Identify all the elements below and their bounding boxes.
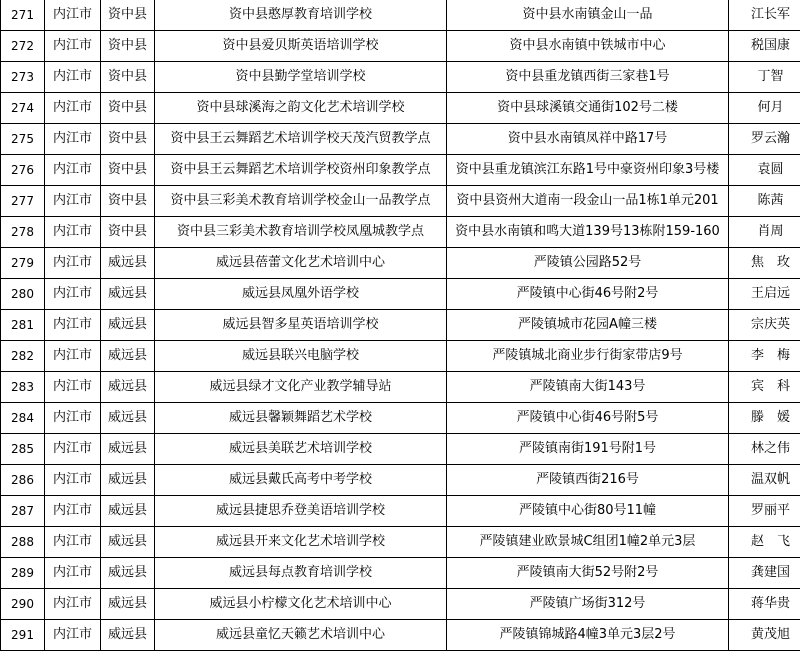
row-index: 282 bbox=[1, 341, 45, 372]
table-row bbox=[1, 217, 800, 248]
row-county: 资中县 bbox=[101, 186, 155, 217]
row-county: 资中县 bbox=[101, 155, 155, 186]
row-county: 威远县 bbox=[101, 279, 155, 310]
row-address: 严陵镇建业欧景城C组团1幢2单元3层 bbox=[447, 527, 729, 558]
table-row bbox=[1, 496, 800, 527]
row-contact-person: 肖周 bbox=[729, 217, 800, 248]
row-contact-person: 何月 bbox=[729, 93, 800, 124]
row-county: 资中县 bbox=[101, 0, 155, 31]
table-row bbox=[1, 186, 800, 217]
row-contact-person: 林之伟 bbox=[729, 434, 800, 465]
row-school-name: 资中县爱贝斯英语培训学校 bbox=[155, 31, 447, 62]
row-city: 内江市 bbox=[45, 93, 101, 124]
row-address: 资中县重龙镇滨江东路1号中豪资州印象3号楼 bbox=[447, 155, 729, 186]
table-row bbox=[1, 558, 800, 589]
row-city: 内江市 bbox=[45, 527, 101, 558]
row-county: 资中县 bbox=[101, 93, 155, 124]
row-city: 内江市 bbox=[45, 496, 101, 527]
row-address: 严陵镇南大街143号 bbox=[447, 372, 729, 403]
row-city: 内江市 bbox=[45, 465, 101, 496]
row-address: 严陵镇广场街312号 bbox=[447, 589, 729, 620]
table-row bbox=[1, 0, 800, 31]
row-index: 289 bbox=[1, 558, 45, 589]
row-index: 272 bbox=[1, 31, 45, 62]
table-row bbox=[1, 279, 800, 310]
table-row bbox=[1, 62, 800, 93]
row-address: 严陵镇公园路52号 bbox=[447, 248, 729, 279]
row-city: 内江市 bbox=[45, 310, 101, 341]
table-row bbox=[1, 310, 800, 341]
row-county: 威远县 bbox=[101, 341, 155, 372]
table-row bbox=[1, 620, 800, 651]
row-address: 严陵镇锦城路4幢3单元3层2号 bbox=[447, 620, 729, 651]
row-school-name: 威远县联兴电脑学校 bbox=[155, 341, 447, 372]
row-index: 285 bbox=[1, 434, 45, 465]
row-city: 内江市 bbox=[45, 620, 101, 651]
row-school-name: 威远县馨颖舞蹈艺术学校 bbox=[155, 403, 447, 434]
row-contact-person: 宾 科 bbox=[729, 372, 800, 403]
row-school-name: 资中县三彩美术教育培训学校凤凰城教学点 bbox=[155, 217, 447, 248]
table-row bbox=[1, 403, 800, 434]
row-county: 威远县 bbox=[101, 589, 155, 620]
row-county: 威远县 bbox=[101, 372, 155, 403]
row-index: 278 bbox=[1, 217, 45, 248]
row-contact-person: 李 梅 bbox=[729, 341, 800, 372]
row-address: 资中县水南镇金山一品 bbox=[447, 0, 729, 31]
row-school-name: 资中县王云舞蹈艺术培训学校天茂汽贸教学点 bbox=[155, 124, 447, 155]
row-school-name: 威远县美联艺术培训学校 bbox=[155, 434, 447, 465]
row-contact-person: 龚建国 bbox=[729, 558, 800, 589]
row-school-name: 资中县球溪海之韵文化艺术培训学校 bbox=[155, 93, 447, 124]
row-school-name: 资中县勤学堂培训学校 bbox=[155, 62, 447, 93]
row-city: 内江市 bbox=[45, 248, 101, 279]
row-index: 286 bbox=[1, 465, 45, 496]
row-county: 威远县 bbox=[101, 620, 155, 651]
row-address: 资中县水南镇中铁城市中心 bbox=[447, 31, 729, 62]
row-county: 威远县 bbox=[101, 465, 155, 496]
row-address: 严陵镇中心街46号附2号 bbox=[447, 279, 729, 310]
row-index: 274 bbox=[1, 93, 45, 124]
row-contact-person: 丁智 bbox=[729, 62, 800, 93]
table-row bbox=[1, 465, 800, 496]
row-address: 资中县水南镇和鸣大道139号13栋附159-160 bbox=[447, 217, 729, 248]
row-index: 279 bbox=[1, 248, 45, 279]
row-school-name: 威远县捷思乔登美语培训学校 bbox=[155, 496, 447, 527]
row-contact-person: 袁圆 bbox=[729, 155, 800, 186]
row-contact-person: 宗庆英 bbox=[729, 310, 800, 341]
row-contact-person: 焦 玫 bbox=[729, 248, 800, 279]
row-county: 威远县 bbox=[101, 527, 155, 558]
table-row bbox=[1, 31, 800, 62]
table-row bbox=[1, 589, 800, 620]
row-city: 内江市 bbox=[45, 186, 101, 217]
row-contact-person: 罗丽平 bbox=[729, 496, 800, 527]
row-county: 资中县 bbox=[101, 217, 155, 248]
table-body bbox=[1, 0, 800, 651]
row-city: 内江市 bbox=[45, 279, 101, 310]
row-address: 严陵镇南街191号附1号 bbox=[447, 434, 729, 465]
table-row bbox=[1, 434, 800, 465]
row-index: 287 bbox=[1, 496, 45, 527]
row-contact-person: 王启远 bbox=[729, 279, 800, 310]
row-index: 277 bbox=[1, 186, 45, 217]
row-contact-person: 税国康 bbox=[729, 31, 800, 62]
row-address: 资中县水南镇凤祥中路17号 bbox=[447, 124, 729, 155]
row-address: 严陵镇南大街52号附2号 bbox=[447, 558, 729, 589]
row-index: 276 bbox=[1, 155, 45, 186]
row-school-name: 威远县童忆天籁艺术培训中心 bbox=[155, 620, 447, 651]
row-school-name: 资中县憨厚教育培训学校 bbox=[155, 0, 447, 31]
row-index: 271 bbox=[1, 0, 45, 31]
row-county: 威远县 bbox=[101, 403, 155, 434]
row-school-name: 威远县小柠檬文化艺术培训中心 bbox=[155, 589, 447, 620]
row-city: 内江市 bbox=[45, 372, 101, 403]
row-address: 资中县资州大道南一段金山一品1栋1单元201 bbox=[447, 186, 729, 217]
row-city: 内江市 bbox=[45, 589, 101, 620]
row-city: 内江市 bbox=[45, 558, 101, 589]
row-county: 资中县 bbox=[101, 62, 155, 93]
row-school-name: 威远县开来文化艺术培训学校 bbox=[155, 527, 447, 558]
row-address: 资中县球溪镇交通街102号二楼 bbox=[447, 93, 729, 124]
row-index: 281 bbox=[1, 310, 45, 341]
row-address: 严陵镇西街216号 bbox=[447, 465, 729, 496]
row-address: 严陵镇城市花园A幢三楼 bbox=[447, 310, 729, 341]
row-county: 资中县 bbox=[101, 31, 155, 62]
row-school-name: 威远县蓓蕾文化艺术培训中心 bbox=[155, 248, 447, 279]
row-index: 288 bbox=[1, 527, 45, 558]
row-index: 280 bbox=[1, 279, 45, 310]
row-index: 290 bbox=[1, 589, 45, 620]
row-city: 内江市 bbox=[45, 155, 101, 186]
row-address: 资中县重龙镇西街三家巷1号 bbox=[447, 62, 729, 93]
row-county: 威远县 bbox=[101, 434, 155, 465]
row-city: 内江市 bbox=[45, 341, 101, 372]
row-county: 威远县 bbox=[101, 248, 155, 279]
row-county: 威远县 bbox=[101, 558, 155, 589]
row-school-name: 威远县绿才文化产业教学辅导站 bbox=[155, 372, 447, 403]
row-index: 275 bbox=[1, 124, 45, 155]
table-row bbox=[1, 93, 800, 124]
row-city: 内江市 bbox=[45, 403, 101, 434]
table-row bbox=[1, 341, 800, 372]
row-contact-person: 滕 媛 bbox=[729, 403, 800, 434]
row-school-name: 威远县智多星英语培训学校 bbox=[155, 310, 447, 341]
table-row bbox=[1, 124, 800, 155]
row-index: 273 bbox=[1, 62, 45, 93]
row-county: 威远县 bbox=[101, 496, 155, 527]
row-index: 284 bbox=[1, 403, 45, 434]
table-row bbox=[1, 155, 800, 186]
row-city: 内江市 bbox=[45, 31, 101, 62]
row-address: 严陵镇城北商业步行街家带店9号 bbox=[447, 341, 729, 372]
row-contact-person: 江长军 bbox=[729, 0, 800, 31]
table-row bbox=[1, 527, 800, 558]
row-contact-person: 陈茜 bbox=[729, 186, 800, 217]
row-city: 内江市 bbox=[45, 434, 101, 465]
row-city: 内江市 bbox=[45, 217, 101, 248]
row-county: 资中县 bbox=[101, 124, 155, 155]
row-county: 威远县 bbox=[101, 310, 155, 341]
row-contact-person: 赵 飞 bbox=[729, 527, 800, 558]
row-contact-person: 黄茂旭 bbox=[729, 620, 800, 651]
row-school-name: 威远县每点教育培训学校 bbox=[155, 558, 447, 589]
table-row bbox=[1, 248, 800, 279]
row-index: 291 bbox=[1, 620, 45, 651]
row-index: 283 bbox=[1, 372, 45, 403]
row-city: 内江市 bbox=[45, 0, 101, 31]
row-contact-person: 温双帆 bbox=[729, 465, 800, 496]
row-city: 内江市 bbox=[45, 62, 101, 93]
row-school-name: 威远县凤凰外语学校 bbox=[155, 279, 447, 310]
table-row bbox=[1, 372, 800, 403]
row-address: 严陵镇中心街46号附5号 bbox=[447, 403, 729, 434]
row-contact-person: 罗云瀚 bbox=[729, 124, 800, 155]
row-school-name: 资中县三彩美术教育培训学校金山一品教学点 bbox=[155, 186, 447, 217]
row-address: 严陵镇中心街80号11幢 bbox=[447, 496, 729, 527]
row-school-name: 威远县戴氏高考中考学校 bbox=[155, 465, 447, 496]
row-school-name: 资中县王云舞蹈艺术培训学校资州印象教学点 bbox=[155, 155, 447, 186]
row-contact-person: 蒋华贵 bbox=[729, 589, 800, 620]
row-city: 内江市 bbox=[45, 124, 101, 155]
